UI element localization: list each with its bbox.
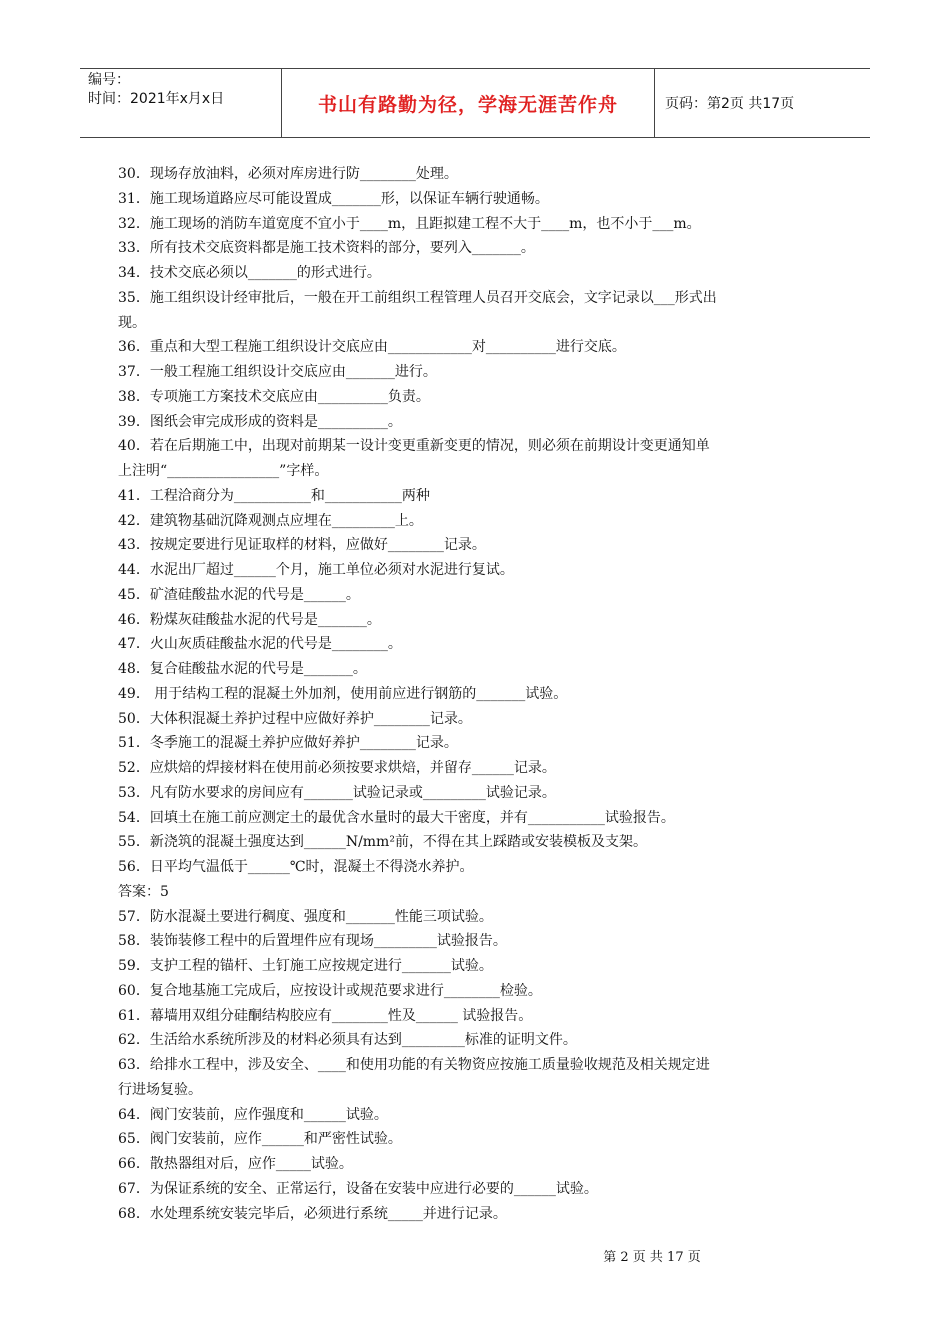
question-line: 52．应烘焙的焊接材料在使用前必须按要求烘焙，并留存______记录。 xyxy=(118,760,556,776)
question-line: 47．火山灰质硅酸盐水泥的代号是________。 xyxy=(118,636,402,653)
question-line: 39．图纸会审完成形成的资料是__________。 xyxy=(118,413,402,430)
question-line: 51．冬季施工的混凝土养护应做好养护________记录。 xyxy=(118,735,458,752)
question-line: 50．大体积混凝土养护过程中应做好养护________记录。 xyxy=(118,710,472,727)
question-line: 现。 xyxy=(118,314,146,331)
question-line: 42．建筑物基础沉降观测点应埋在_________上。 xyxy=(118,512,423,529)
question-line: 30．现场存放油料，必须对库房进行防________处理。 xyxy=(118,166,458,182)
question-line: 48．复合硅酸盐水泥的代号是_______。 xyxy=(118,661,367,677)
question-line: 56．日平均气温低于______℃时，混凝土不得浇水养护。 xyxy=(118,859,474,875)
question-line: 43．按规定要进行见证取样的材料，应做好________记录。 xyxy=(118,537,486,554)
question-line: 49． 用于结构工程的混凝土外加剂，使用前应进行钢筋的_______试验。 xyxy=(118,685,568,702)
document-date-label: 时间：2021年x月x日 xyxy=(88,91,225,107)
question-line: 33．所有技术交底资料都是施工技术资料的部分，要列入_______。 xyxy=(118,240,535,257)
question-line: 67．为保证系统的安全、正常运行，设备在安装中应进行必要的______试验。 xyxy=(118,1180,598,1197)
question-line: 45．矿渣硅酸盐水泥的代号是______。 xyxy=(118,586,360,603)
question-line: 66．散热器组对后，应作_____试验。 xyxy=(118,1156,353,1172)
question-line: 59．支护工程的锚杆、土钉施工应按规定进行_______试验。 xyxy=(118,958,493,974)
page-header xyxy=(80,68,870,138)
page-footer: 第 2 页 共 17 页 xyxy=(603,1250,701,1265)
question-line: 53．凡有防水要求的房间应有_______试验记录或_________试验记录。 xyxy=(118,784,556,801)
question-line: 54．回填土在施工前应测定土的最优含水量时的最大干密度，并有___________试验报告。 xyxy=(118,809,675,826)
question-line: 62．生活给水系统所涉及的材料必须具有达到_________标准的证明文件。 xyxy=(118,1032,577,1049)
question-line: 31．施工现场道路应尽可能设置成_______形，以保证车辆行驶通畅。 xyxy=(118,190,549,207)
question-line: 65．阀门安装前，应作______和严密性试验。 xyxy=(118,1131,402,1148)
question-line: 46．粉煤灰硅酸盐水泥的代号是_______。 xyxy=(118,611,381,628)
question-line: 61．幕墙用双组分硅酮结构胶应有________性及______ 试验报告。 xyxy=(118,1007,533,1024)
header-meta xyxy=(80,69,282,137)
question-line: 答案：5 xyxy=(118,883,169,900)
question-line: 35．施工组织设计经审批后，一般在开工前组织工程管理人员召开交底会，文字记录以___形式出 xyxy=(118,289,717,306)
question-line: 上注明“________________”字样。 xyxy=(118,463,329,479)
question-line: 38．专项施工方案技术交底应由__________负责。 xyxy=(118,388,430,405)
document-number-label: 编号： xyxy=(88,72,130,88)
question-line: 41．工程洽商分为___________和___________两种 xyxy=(118,487,430,504)
question-line: 32．施工现场的消防车道宽度不宜小于____m，且距拟建工程不大于____m，也不小于___m。 xyxy=(118,215,701,232)
header-page-info: 页码：第2页 共17页 xyxy=(665,96,795,112)
question-line: 40．若在后期施工中，出现对前期某一设计变更重新变更的情况，则必须在前期设计变更通知单 xyxy=(118,438,710,455)
question-line: 64．阀门安装前，应作强度和______试验。 xyxy=(118,1106,388,1123)
question-list xyxy=(118,162,838,1226)
question-line: 行进场复验。 xyxy=(118,1081,202,1098)
question-line: 44．水泥出厂超过______个月，施工单位必须对水泥进行复试。 xyxy=(118,562,514,578)
question-line: 58．装饰装修工程中的后置埋件应有现场_________试验报告。 xyxy=(118,933,507,950)
question-line: 63．给排水工程中，涉及安全、____和使用功能的有关物资应按施工质量验收规范及相关规定进 xyxy=(118,1057,710,1073)
question-line: 36．重点和大型工程施工组织设计交底应由____________对__________进行交底。 xyxy=(118,339,626,356)
question-line: 37．一般工程施工组织设计交底应由_______进行。 xyxy=(118,364,437,380)
question-line: 55．新浇筑的混凝土强度达到______N/mm²前，不得在其上踩踏或安装模板及支架。 xyxy=(118,834,647,851)
question-line: 68．水处理系统安装完毕后，必须进行系统_____并进行记录。 xyxy=(118,1205,507,1222)
question-line: 34．技术交底必须以_______的形式进行。 xyxy=(118,265,381,281)
question-line: 60．复合地基施工完成后，应按设计或规范要求进行________检验。 xyxy=(118,982,542,999)
question-line: 57．防水混凝土要进行稠度、强度和_______性能三项试验。 xyxy=(118,908,493,925)
header-motto: 书山有路勤为径，学海无涯苦作舟 xyxy=(282,69,655,137)
